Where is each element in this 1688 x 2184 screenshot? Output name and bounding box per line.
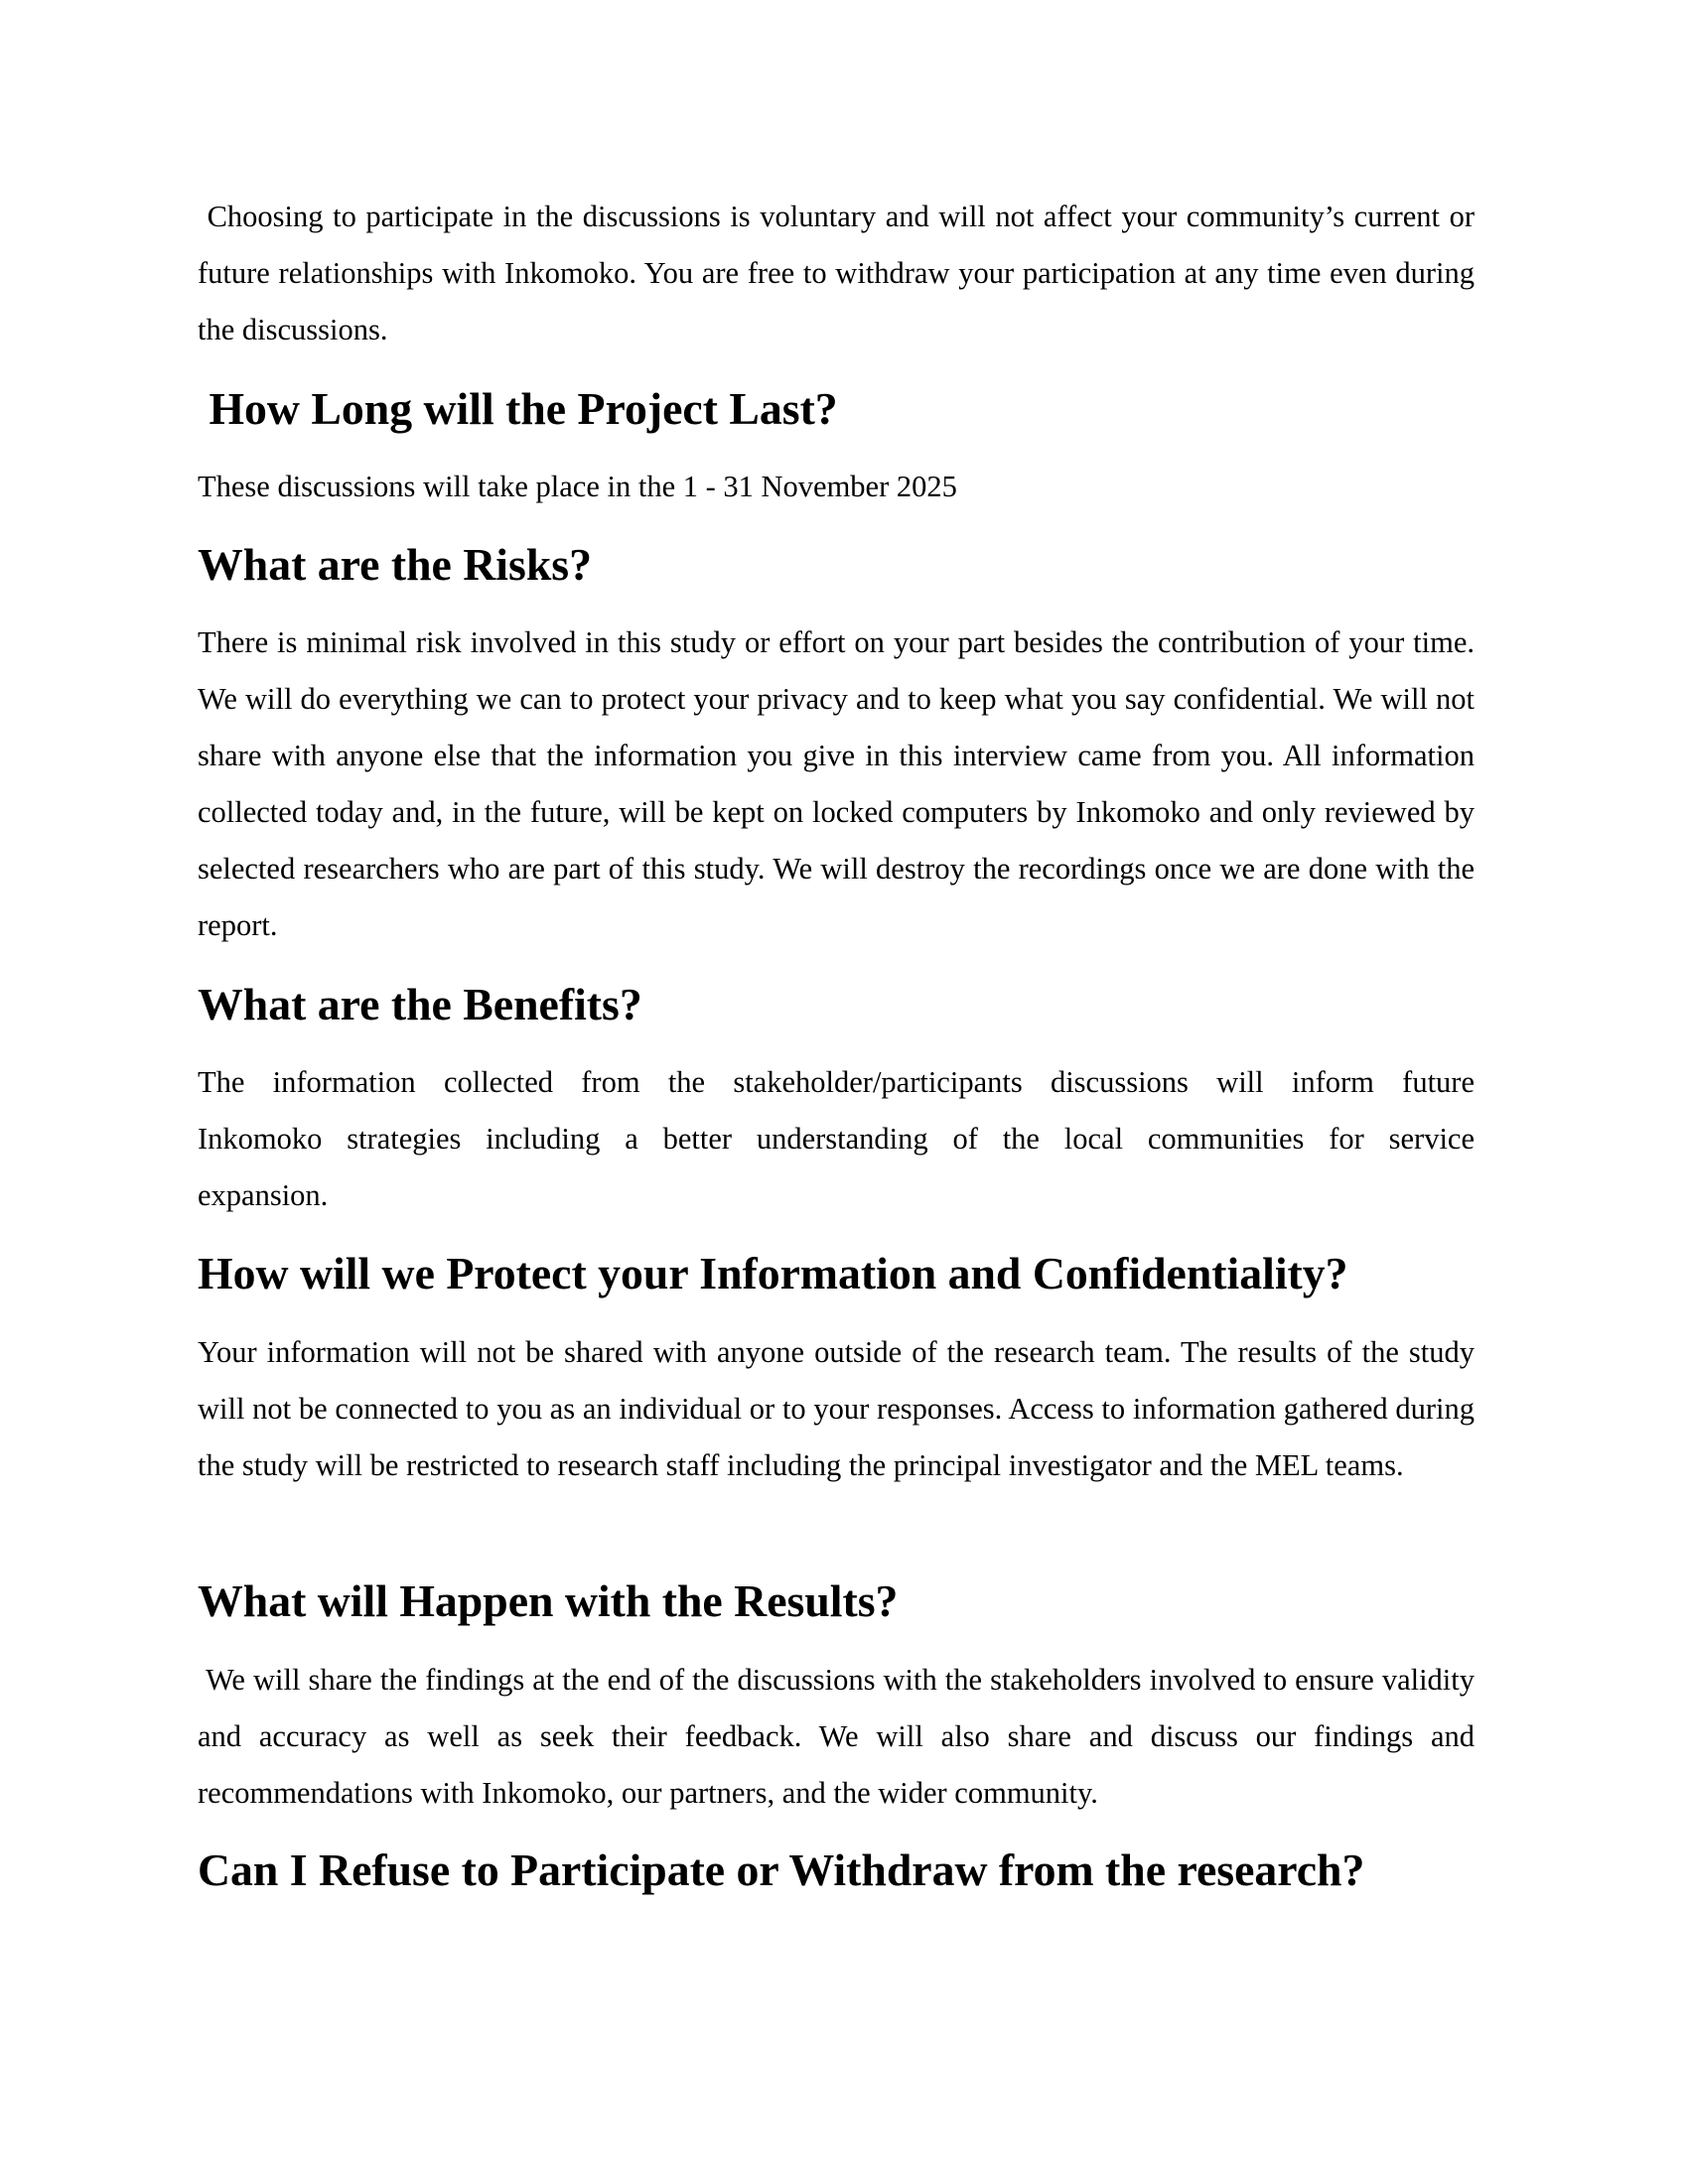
results-paragraph: We will share the findings at the end of the discussions with the stakeholders involved to ensure validity and accuracy as well as seek their feedback. We will also share and discuss our findings and recommendations with Inkomoko, our partners, and the wider community. — [198, 1663, 1482, 1810]
confidentiality-paragraph: Your information will not be shared with anyone outside of the research team. The results of the study will not be connected to you as an individual or to your responses. Access to information gathered during the study will be restricted to research staff including the principal investigator and the MEL teams. — [198, 1335, 1475, 1482]
heading-refuse-withdraw: Can I Refuse to Participate or Withdraw from the research? — [198, 1844, 1365, 1895]
heading-risks: What are the Risks? — [198, 539, 592, 590]
voluntary-participation-paragraph: Choosing to participate in the discussions is voluntary and will not affect your community’s current or future relationships with Inkomoko. You are free to withdraw your participation at any time even during the discussions. — [198, 200, 1482, 346]
heading-benefits: What are the Benefits? — [198, 979, 642, 1029]
heading-project-duration: How Long will the Project Last? — [198, 383, 838, 434]
heading-results: What will Happen with the Results? — [198, 1575, 899, 1626]
risks-paragraph: There is minimal risk involved in this study or effort on your part besides the contribution of your time. We will do everything we can to protect your privacy and to keep what you say confidential. We will not share with anyone else that the information you give in this interview came from you. All information collected today and, in the future, will be kept on locked computers by Inkomoko and only reviewed by selected researchers who are part of this study. We will destroy the recordings once we are done with the report. — [198, 625, 1475, 942]
project-duration-paragraph: These discussions will take place in the 1 - 31 November 2025 — [198, 470, 957, 503]
heading-confidentiality: How will we Protect your Information and Confidentiality? — [198, 1248, 1348, 1298]
benefits-paragraph: The information collected from the stakeholder/participants discussions will inform future Inkomoko strategies including a better understanding of the local communities for service expansion. — [198, 1065, 1475, 1212]
